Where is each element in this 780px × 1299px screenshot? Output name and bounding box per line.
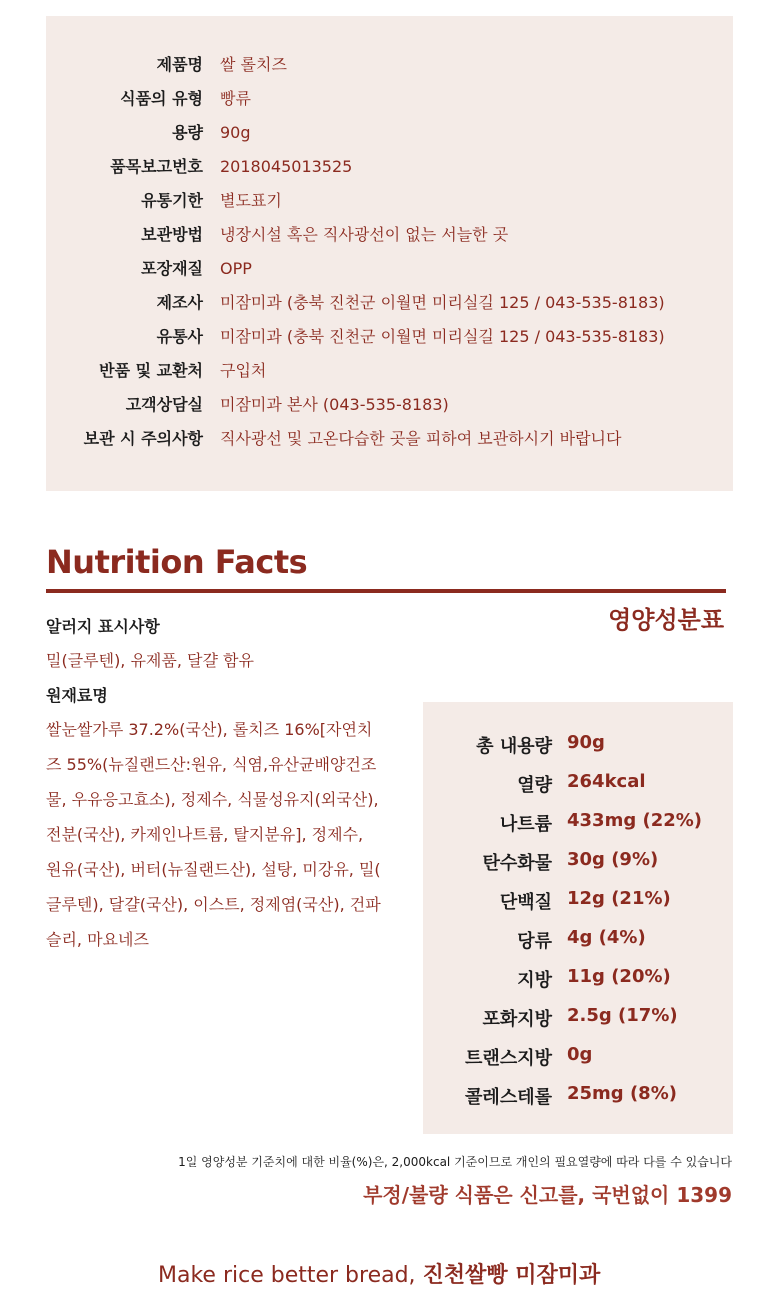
nutrition-table xyxy=(423,702,733,1134)
nutrient-label: 지방 xyxy=(517,970,552,991)
info-label: 용량 xyxy=(172,123,203,142)
tagline-brand: 진천쌀빵 미잠미과 xyxy=(422,1263,601,1288)
info-label: 제조사 xyxy=(156,293,203,312)
info-value: 2018045013525 xyxy=(220,157,353,176)
info-row-customer-service xyxy=(46,394,733,428)
nutrient-label: 열량 xyxy=(517,775,552,796)
nutrition-row-sodium xyxy=(423,810,733,840)
info-value: 별도표기 xyxy=(220,191,282,210)
nutrition-row-cholesterol xyxy=(423,1083,733,1113)
ingredients-heading: 원재료명 xyxy=(46,686,108,705)
info-value: 직사광선 및 고온다습한 곳을 피하여 보관하시기 바랍니다 xyxy=(220,429,622,448)
info-label: 식품의 유형 xyxy=(120,89,203,108)
nutrient-label: 콜레스테롤 xyxy=(465,1087,552,1108)
nutrition-row-trans-fat xyxy=(423,1044,733,1074)
nutrient-value: 264kcal xyxy=(567,771,646,792)
nutrition-row-fat xyxy=(423,966,733,996)
nutrient-value: 12g (21%) xyxy=(567,888,671,909)
ingredient-line: 글루텐), 달걀(국산), 이스트, 정제염(국산), 건파 xyxy=(46,895,381,914)
daily-value-footnote: 1일 영양성분 기준치에 대한 비율(%)은, 2,000kcal 기준이므로 개인의 필요열량에 따라 다를 수 있습니다 xyxy=(178,1155,732,1169)
info-row-storage xyxy=(46,224,733,258)
nutrition-row-calories xyxy=(423,771,733,801)
info-row-packaging xyxy=(46,258,733,292)
nutrition-row-protein xyxy=(423,888,733,918)
info-row-storage-caution xyxy=(46,428,733,462)
info-value: 구입처 xyxy=(220,361,267,380)
nutrition-row-saturated-fat xyxy=(423,1005,733,1035)
allergy-text: 밀(글루텐), 유제품, 달걀 함유 xyxy=(46,651,254,670)
info-row-product-name xyxy=(46,54,733,88)
brand-tagline xyxy=(158,1258,600,1289)
report-hotline-notice: 부정/불량 식품은 신고를, 국번없이 1399 xyxy=(363,1183,732,1207)
info-row-manufacturer xyxy=(46,292,733,326)
nutrient-label: 단백질 xyxy=(499,892,552,913)
info-label: 품목보고번호 xyxy=(110,157,203,176)
ingredient-line: 전분(국산), 카제인나트륨, 탈지분유], 정제수, xyxy=(46,825,364,844)
product-info-panel xyxy=(46,16,733,491)
nutrient-label: 포화지방 xyxy=(482,1009,552,1030)
info-row-report-number xyxy=(46,156,733,190)
allergy-heading: 알러지 표시사항 xyxy=(46,617,160,636)
nutrition-facts-title: Nutrition Facts xyxy=(46,543,308,581)
info-value: 90g xyxy=(220,123,251,142)
nutrition-row-sugars xyxy=(423,927,733,957)
ingredient-line: 쌀눈쌀가루 37.2%(국산), 롤치즈 16%[자연치 xyxy=(46,720,373,739)
info-label: 포장재질 xyxy=(141,259,203,278)
nutrient-value: 4g (4%) xyxy=(567,927,646,948)
nutrient-value: 0g xyxy=(567,1044,593,1065)
info-label: 보관방법 xyxy=(141,225,203,244)
info-value: 미잠미과 (충북 진천군 이월면 미리실길 125 / 043-535-8183) xyxy=(220,293,665,312)
title-divider xyxy=(46,589,726,593)
nutrient-value: 11g (20%) xyxy=(567,966,671,987)
info-value: 미잠미과 본사 (043-535-8183) xyxy=(220,395,449,414)
info-row-food-type xyxy=(46,88,733,122)
nutrient-label: 총 내용량 xyxy=(476,736,552,757)
info-label: 제품명 xyxy=(156,55,203,74)
ingredient-line: 슬리, 마요네즈 xyxy=(46,930,149,949)
nutrient-label: 나트륨 xyxy=(499,814,552,835)
nutrient-value: 30g (9%) xyxy=(567,849,659,870)
info-row-returns xyxy=(46,360,733,394)
info-label: 보관 시 주의사항 xyxy=(83,429,203,448)
nutrition-row-carbohydrate xyxy=(423,849,733,879)
info-label: 유통기한 xyxy=(141,191,203,210)
ingredient-line: 원유(국산), 버터(뉴질랜드산), 설탕, 미강유, 밀( xyxy=(46,860,381,879)
nutrient-value: 90g xyxy=(567,732,605,753)
ingredient-line: 물, 우유응고효소), 정제수, 식물성유지(외국산), xyxy=(46,790,379,809)
nutrition-korean-title: 영양성분표 xyxy=(608,606,724,634)
info-row-expiry xyxy=(46,190,733,224)
nutrient-value: 25mg (8%) xyxy=(567,1083,677,1104)
tagline-prefix: Make rice better bread, xyxy=(158,1263,416,1288)
nutrient-value: 433mg (22%) xyxy=(567,810,703,831)
info-value: OPP xyxy=(220,259,252,278)
nutrient-label: 탄수화물 xyxy=(482,853,552,874)
nutrient-value: 2.5g (17%) xyxy=(567,1005,678,1026)
info-value: 냉장시설 혹은 직사광선이 없는 서늘한 곳 xyxy=(220,225,509,244)
info-value: 쌀 롤치즈 xyxy=(220,55,287,74)
info-label: 반품 및 교환처 xyxy=(99,361,203,380)
ingredient-line: 즈 55%(뉴질랜드산:원유, 식염,유산균배양건조 xyxy=(46,755,377,774)
info-value: 미잠미과 (충북 진천군 이월면 미리실길 125 / 043-535-8183) xyxy=(220,327,665,346)
nutrient-label: 당류 xyxy=(517,931,552,952)
nutrition-row-total-content xyxy=(423,732,733,762)
nutrient-label: 트랜스지방 xyxy=(465,1048,552,1069)
info-value: 빵류 xyxy=(220,89,251,108)
info-row-distributor xyxy=(46,326,733,360)
info-row-capacity xyxy=(46,122,733,156)
info-label: 유통사 xyxy=(156,327,203,346)
info-label: 고객상담실 xyxy=(125,395,203,414)
